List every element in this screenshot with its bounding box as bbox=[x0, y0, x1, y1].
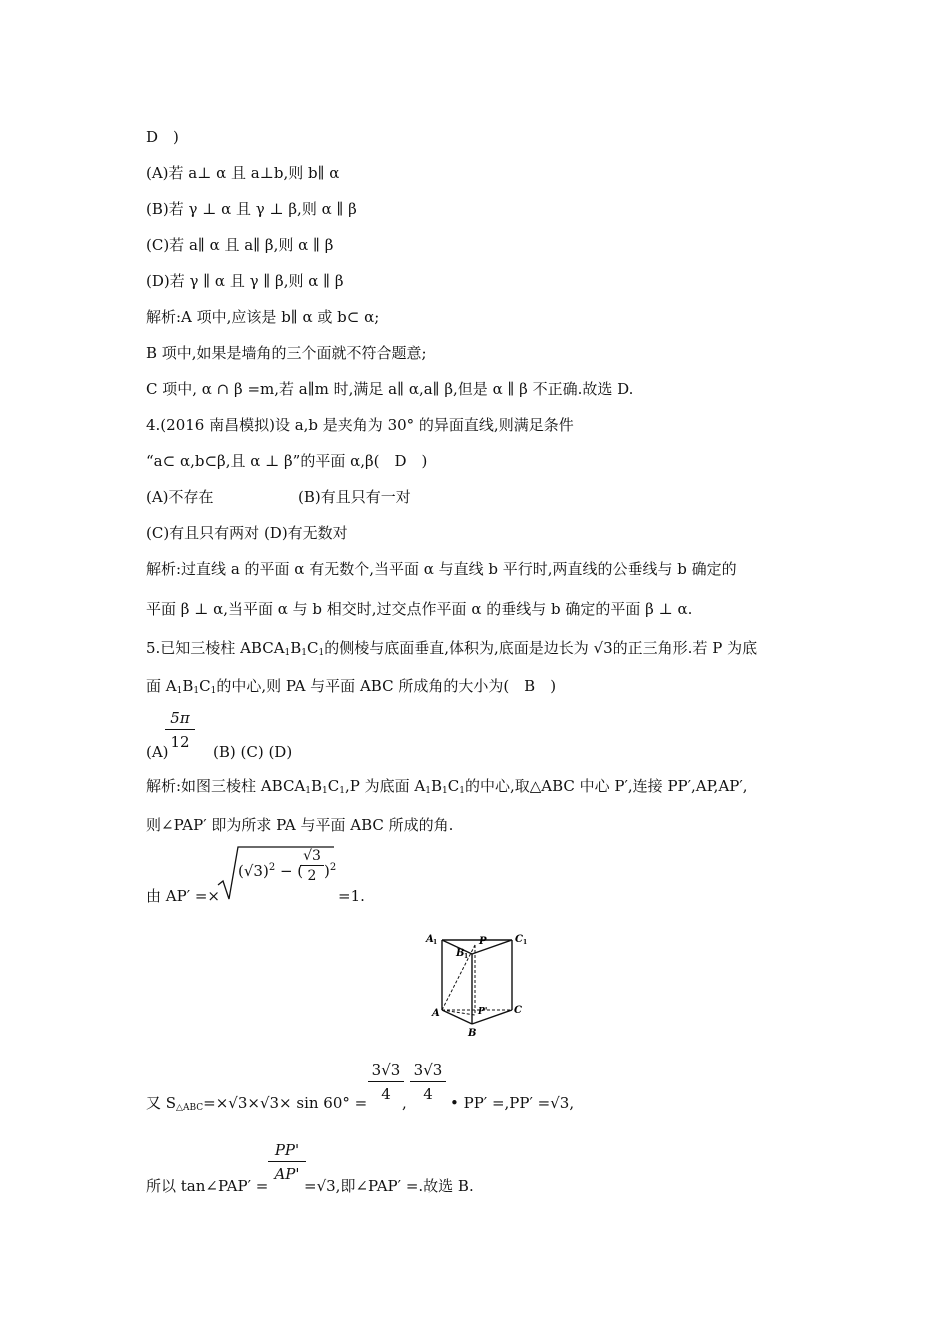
comma: , bbox=[402, 1094, 407, 1112]
text-run: ) bbox=[324, 862, 330, 880]
fraction-bar bbox=[300, 865, 324, 866]
analysis-line bbox=[146, 776, 748, 801]
text-run: B bbox=[290, 639, 302, 657]
subscript: 1 bbox=[459, 786, 465, 796]
text-run: 面 A bbox=[146, 677, 177, 695]
fraction-bar bbox=[268, 1161, 306, 1162]
ap-equation-prefix: 由 AP′ =× bbox=[146, 887, 221, 905]
fraction-bar bbox=[368, 1081, 404, 1082]
area-equation-tail: • PP′ =,PP′ =√3, bbox=[450, 1094, 575, 1112]
options-line: (B) (C) (D) bbox=[213, 743, 293, 761]
option-c: (C)若 a∥ α 且 a∥ β,则 α ∥ β bbox=[146, 236, 334, 254]
fraction-numerator: 3√3 bbox=[413, 1061, 443, 1079]
text-run: 又 S bbox=[146, 1094, 177, 1112]
text-run: C bbox=[327, 777, 340, 795]
label-p-prime: P' bbox=[478, 1007, 488, 1017]
tan-equation-tail: =√3,即∠PAP′ =.故选 B. bbox=[304, 1177, 474, 1195]
label-sub: 1 bbox=[433, 939, 438, 946]
option-a: (A)若 a⊥ α 且 a⊥b,则 b∥ α bbox=[146, 164, 340, 182]
text-run: (√3) bbox=[238, 862, 269, 880]
label-p: P bbox=[479, 936, 487, 947]
fraction-5pi-12 bbox=[165, 708, 195, 752]
label-b: B bbox=[468, 1028, 477, 1039]
fraction-3sqrt3-4 bbox=[368, 1060, 404, 1104]
option-a: (A)不存在 bbox=[146, 488, 214, 506]
tan-equation: 所以 tan∠PAP′ = bbox=[146, 1177, 269, 1195]
subscript: 1 bbox=[305, 786, 312, 796]
ap-equation-suffix: =1. bbox=[338, 887, 365, 905]
options-line: (A) bbox=[146, 743, 169, 761]
text-run: C bbox=[199, 677, 211, 695]
fraction-bar bbox=[165, 729, 195, 730]
subscript: 1 bbox=[442, 786, 448, 796]
fraction-denominator: 4 bbox=[423, 1085, 433, 1103]
text-run: B bbox=[430, 777, 442, 795]
fraction-sqrt3-2 bbox=[300, 848, 324, 884]
area-equation bbox=[146, 1093, 367, 1118]
text-run: 5.已知三棱柱 ABCA bbox=[146, 639, 285, 657]
fraction-numerator: PP' bbox=[274, 1141, 300, 1159]
question-5-cont bbox=[146, 676, 556, 701]
radical-contents-tail bbox=[324, 862, 336, 880]
text-run: − ( bbox=[275, 862, 304, 880]
subscript: 1 bbox=[284, 648, 291, 658]
fraction-bar bbox=[410, 1081, 446, 1082]
label-c1: C bbox=[515, 934, 523, 945]
subscript: 1 bbox=[193, 686, 200, 696]
subscript: 1 bbox=[322, 786, 328, 796]
label-sub: 1 bbox=[464, 953, 469, 960]
label-sub: 1 bbox=[523, 939, 528, 946]
label-b1: B bbox=[456, 948, 465, 959]
text-run: B bbox=[182, 677, 194, 695]
answer-line: D ) bbox=[146, 128, 179, 146]
text-run: 的侧棱与底面垂直,体积为,底面是边长为 bbox=[324, 639, 589, 657]
option-b: (B)有且只有一对 bbox=[298, 488, 411, 506]
analysis-line: 则∠PAP′ 即为所求 PA 与平面 ABC 所成的角. bbox=[146, 816, 454, 834]
sqrt3-formula: √3 bbox=[588, 639, 613, 657]
exponent: 2 bbox=[329, 862, 337, 873]
text-run: 解析:如图三棱柱 ABCA bbox=[146, 777, 306, 795]
subscript: 1 bbox=[425, 786, 431, 796]
option-cd: (C)有且只有两对 (D)有无数对 bbox=[146, 524, 348, 542]
analysis-line: C 项中, α ∩ β =m,若 a∥m 时,满足 a∥ α,a∥ β,但是 α ∥ β 不正确.故选 D. bbox=[146, 380, 634, 398]
radical-contents bbox=[238, 862, 303, 880]
analysis-line: 平面 β ⊥ α,当平面 α 与 b 相交时,过交点作平面 α 的垂线与 b 确定的平面 β ⊥ α. bbox=[146, 600, 693, 618]
text-run: 的中心,则 PA 与平面 ABC 所成角的大小为( B ) bbox=[216, 677, 557, 695]
text-run: 的正三角形.若 P 为底 bbox=[612, 639, 758, 657]
text-run: C bbox=[447, 777, 460, 795]
analysis-line: 解析:A 项中,应该是 b∥ α 或 b⊂ α; bbox=[146, 308, 380, 326]
subscript: 1 bbox=[210, 686, 217, 696]
question-4-condition: “a⊂ α,b⊂β,且 α ⊥ β”的平面 α,β( D ) bbox=[146, 452, 428, 470]
fraction-denominator: AP' bbox=[274, 1165, 300, 1183]
fraction-denominator: 4 bbox=[381, 1085, 391, 1103]
text-run: ,P 为底面 A bbox=[345, 777, 426, 795]
analysis-line: 解析:过直线 a 的平面 α 有无数个,当平面 α 与直线 b 平行时,两直线的公垂线与 b 确定的 bbox=[146, 560, 737, 578]
question-5 bbox=[146, 638, 757, 663]
fraction-3sqrt3-4 bbox=[410, 1060, 446, 1104]
fraction-numerator: 3√3 bbox=[371, 1061, 401, 1079]
subscript: 1 bbox=[176, 686, 183, 696]
option-b: (B)若 γ ⊥ α 且 γ ⊥ β,则 α ∥ β bbox=[146, 200, 357, 218]
question-4: 4.(2016 南昌模拟)设 a,b 是夹角为 30° 的异面直线,则满足条件 bbox=[146, 416, 574, 434]
subscript: △ABC bbox=[176, 1103, 204, 1113]
subscript: 1 bbox=[339, 786, 345, 796]
text-run: C bbox=[307, 639, 319, 657]
fraction-denominator: 2 bbox=[307, 868, 317, 884]
text-run: =×√3×√3× sin 60° = bbox=[203, 1094, 368, 1112]
text-run: B bbox=[311, 777, 323, 795]
subscript: 1 bbox=[318, 648, 325, 658]
subscript: 1 bbox=[301, 648, 308, 658]
fraction-numerator: 5π bbox=[170, 709, 190, 727]
text-run: 的中心,取△ABC 中心 P′,连接 PP′,AP,AP′, bbox=[464, 777, 748, 795]
fraction-numerator: √3 bbox=[303, 848, 321, 864]
fraction-pp-ap bbox=[268, 1140, 306, 1184]
exponent: 2 bbox=[268, 862, 276, 873]
label-a1: A bbox=[426, 934, 434, 945]
analysis-line: B 项中,如果是墙角的三个面就不符合题意; bbox=[146, 344, 427, 362]
label-a: A bbox=[432, 1008, 440, 1019]
fraction-denominator: 12 bbox=[170, 733, 190, 751]
label-c: C bbox=[514, 1005, 522, 1016]
option-d: (D)若 γ ∥ α 且 γ ∥ β,则 α ∥ β bbox=[146, 272, 344, 290]
prism-figure bbox=[420, 930, 540, 1040]
